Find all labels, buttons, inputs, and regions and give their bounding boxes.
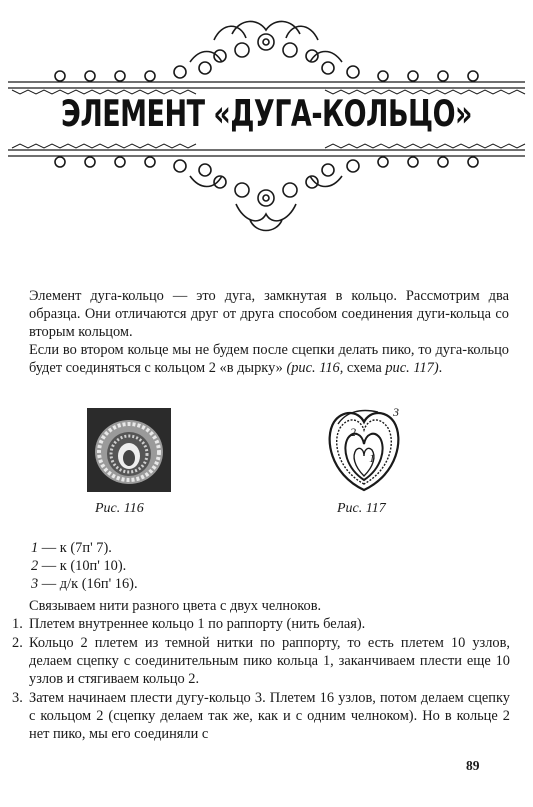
paragraph-text: схема [343, 360, 386, 376]
legend-item [31, 557, 126, 575]
figure-117-diagram [320, 404, 408, 496]
legend-item [31, 539, 112, 557]
legend-item [31, 575, 138, 593]
step-number: 3. [12, 690, 23, 706]
diagram-label-3: 3 [393, 405, 399, 419]
step-number: 1. [12, 616, 23, 632]
step-text: Кольцо 2 плетем из темной нитки по раппорту, то есть плетем 10 узлов, делаем сцепку с соединительным пико кольца 1, заканчиваем плести еще 10 узлов и стягиваем кольцо 2. [29, 635, 510, 687]
figure-117-caption: Рис. 117 [337, 501, 386, 516]
page-title: ЭЛЕМЕНТ «ДУГА-КОЛЬЦО» [61, 93, 472, 136]
list-item [12, 689, 510, 743]
legend-text: — д/к (16п' 16). [38, 576, 138, 592]
step-text: Плетем внутреннее кольцо 1 по раппорту (нить белая). [29, 616, 366, 632]
diagram-label-2: 2 [350, 425, 356, 439]
instruction-intro: Связываем нити разного цвета с двух челноков. [29, 598, 322, 614]
figure-116-photo [87, 408, 171, 492]
paragraph-description [29, 341, 509, 377]
step-text: Затем начинаем плести дугу-кольцо 3. Плетем 16 узлов, потом делаем сцепку с кольцом 2 (сцепку делаем так же, как и с одним челноком). Но в кольце 2 нет пико, мы его соединяли с [29, 690, 510, 742]
legend-number: 3 [31, 576, 39, 592]
legend-text: — к (10п' 10). [38, 558, 127, 574]
list-item [12, 615, 510, 633]
list-item [12, 634, 510, 688]
figure-reference: рис. 117) [385, 360, 439, 376]
paragraph-text: Если во втором кольце мы не будем после сцепки делать пико, то дуга-кольцо будет соединяться с кольцом 2 «в дырку» [29, 342, 509, 376]
paragraph-intro: Элемент дуга-кольцо — это дуга, замкнутая в кольцо. Рассмотрим два образца. Они отличаются друг от друга способом соединения дуги-кольца со вторым кольцом. [29, 288, 509, 340]
legend-number: 1 [31, 540, 39, 556]
diagram-label-1: 1 [369, 451, 375, 465]
legend-number: 2 [31, 558, 39, 574]
figure-116-caption: Рис. 116 [95, 501, 144, 516]
figure-reference: (рис. 116, [286, 360, 344, 376]
legend-text: — к (7п' 7). [38, 540, 112, 556]
paragraph-text: . [438, 360, 443, 376]
page-number: 89 [466, 758, 480, 773]
step-number: 2. [12, 635, 23, 651]
